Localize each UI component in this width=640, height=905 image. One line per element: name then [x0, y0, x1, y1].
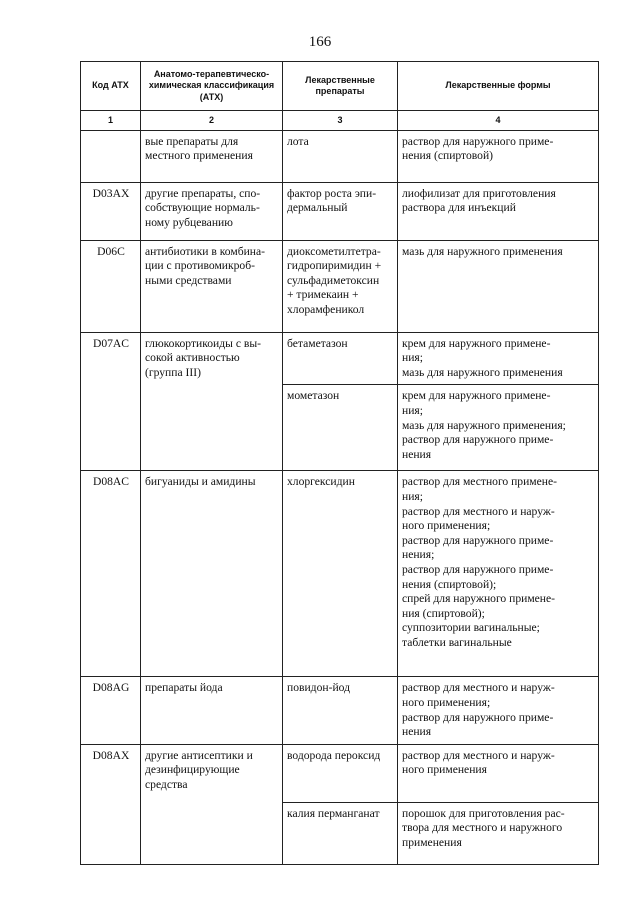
- cell-line: спрей для наружного примене-: [402, 592, 556, 606]
- cell-line: фактор роста эпи-: [287, 186, 377, 200]
- cell-line: нения;: [402, 548, 435, 562]
- drug-cell: [283, 332, 398, 385]
- header-drugs: Лекарственные препараты: [283, 62, 398, 111]
- drug-cell: [283, 744, 398, 802]
- cell-line: водорода пероксид: [287, 748, 381, 762]
- table-row: [81, 182, 599, 240]
- cell-line: применения: [402, 835, 462, 849]
- dosage-forms-cell: [398, 802, 599, 864]
- table-row: [81, 471, 599, 677]
- cell-line: раствор для местного и наруж-: [402, 748, 555, 762]
- atx-code-cell: D08AC: [81, 471, 141, 677]
- cell-line: антибиотики в комбина-: [145, 244, 266, 258]
- cell-line: бетаметазон: [287, 336, 348, 350]
- cell-line: дермальный: [287, 201, 348, 215]
- cell-line: + тримекаин +: [287, 288, 359, 302]
- drug-cell: [283, 240, 398, 332]
- dosage-forms-cell: [398, 130, 599, 182]
- atx-code-cell: D08AG: [81, 677, 141, 744]
- table-row: [81, 677, 599, 744]
- cell-line: мазь для наружного применения: [402, 244, 563, 258]
- cell-line: лиофилизат для приготовления: [402, 186, 556, 200]
- atx-classification-cell: [141, 744, 283, 864]
- dosage-forms-cell: [398, 240, 599, 332]
- header-row: [81, 62, 599, 111]
- table-row: [81, 744, 599, 802]
- cell-line: нения: [402, 725, 432, 739]
- cell-line: твора для местного и наружного: [402, 821, 563, 835]
- cell-line: раствор для местного и наруж-: [402, 681, 555, 695]
- cell-line: средства: [145, 777, 188, 791]
- cell-line: нения (спиртовой);: [402, 577, 497, 591]
- cell-line: повидон-йод: [287, 681, 351, 695]
- cell-line: глюкокортикоиды с вы-: [145, 336, 262, 350]
- atx-code-cell: D07AC: [81, 332, 141, 471]
- page-number: 166: [308, 34, 332, 50]
- cell-line: нения: [402, 447, 432, 461]
- cell-line: порошок для приготовления рас-: [402, 806, 565, 820]
- header-classification: Анатомо-терапевтическо-химическая классификация (АТХ): [141, 62, 283, 111]
- drug-cell: [283, 471, 398, 677]
- atx-classification-cell: [141, 677, 283, 744]
- cell-line: ного применения;: [402, 519, 491, 533]
- cell-line: ния;: [402, 489, 423, 503]
- cell-line: калия перманганат: [287, 806, 380, 820]
- cell-line: раствор для наружного приме-: [402, 533, 554, 547]
- cell-line: раствор для наружного приме-: [402, 710, 554, 724]
- drug-cell: [283, 677, 398, 744]
- drug-cell: [283, 802, 398, 864]
- dosage-forms-cell: [398, 677, 599, 744]
- atx-table: [80, 61, 599, 865]
- table-body: [81, 130, 599, 864]
- cell-line: суппозитории вагинальные;: [402, 621, 540, 635]
- column-number: 1: [81, 111, 141, 131]
- cell-line: крем для наружного примене-: [402, 336, 551, 350]
- dosage-forms-cell: [398, 385, 599, 471]
- cell-line: сокой активностью: [145, 351, 240, 365]
- cell-line: диоксометилтетра-: [287, 244, 381, 258]
- drug-cell: [283, 385, 398, 471]
- cell-line: мазь для наружного применения: [402, 365, 563, 379]
- dosage-forms-cell: [398, 744, 599, 802]
- cell-line: ными средствами: [145, 273, 232, 287]
- atx-code-cell: D08AX: [81, 744, 141, 864]
- dosage-forms-cell: [398, 332, 599, 385]
- cell-line: сульфадиметоксин: [287, 273, 380, 287]
- cell-line: ния;: [402, 351, 423, 365]
- cell-line: вые препараты для: [145, 134, 239, 148]
- drug-cell: [283, 130, 398, 182]
- cell-line: раствор для местного и наруж-: [402, 504, 555, 518]
- cell-line: ному рубцеванию: [145, 215, 233, 229]
- table-row: [81, 332, 599, 385]
- table-row: [81, 240, 599, 332]
- cell-line: бигуаниды и амидины: [145, 475, 256, 489]
- atx-classification-cell: [141, 471, 283, 677]
- atx-code-cell: D06C: [81, 240, 141, 332]
- atx-classification-cell: [141, 182, 283, 240]
- cell-line: препараты йода: [145, 681, 223, 695]
- cell-line: гидропиримидин +: [287, 259, 382, 273]
- column-number: 3: [283, 111, 398, 131]
- header-forms: Лекарственные формы: [398, 62, 599, 111]
- cell-line: таблетки вагинальные: [402, 635, 512, 649]
- cell-line: ния;: [402, 403, 423, 417]
- atx-classification-cell: [141, 240, 283, 332]
- atx-code-cell: [81, 130, 141, 182]
- cell-line: мометазон: [287, 389, 340, 403]
- table-row: [81, 130, 599, 182]
- cell-line: ного применения;: [402, 695, 491, 709]
- cell-line: хлоргексидин: [287, 475, 355, 489]
- column-number-row: [81, 111, 599, 131]
- cell-line: раствора для инъекций: [402, 201, 516, 215]
- cell-line: ного применения: [402, 763, 487, 777]
- atx-code-cell: D03AX: [81, 182, 141, 240]
- cell-line: собствующие нормаль-: [145, 201, 260, 215]
- cell-line: другие препараты, спо-: [145, 186, 261, 200]
- cell-line: лота: [287, 134, 309, 148]
- dosage-forms-cell: [398, 182, 599, 240]
- column-number: 2: [141, 111, 283, 131]
- cell-line: крем для наружного примене-: [402, 389, 551, 403]
- cell-line: хлорамфеникол: [287, 302, 365, 316]
- cell-line: мазь для наружного применения;: [402, 418, 566, 432]
- atx-classification-cell: [141, 130, 283, 182]
- cell-line: раствор для местного примене-: [402, 475, 558, 489]
- cell-line: (группа III): [145, 365, 201, 379]
- atx-classification-cell: [141, 332, 283, 471]
- column-number: 4: [398, 111, 599, 131]
- cell-line: дезинфицирующие: [145, 763, 240, 777]
- cell-line: местного применения: [145, 149, 253, 163]
- cell-line: ния (спиртовой);: [402, 606, 485, 620]
- cell-line: нения (спиртовой): [402, 149, 494, 163]
- header-code: Код АТХ: [81, 62, 141, 111]
- cell-line: раствор для наружного приме-: [402, 134, 554, 148]
- cell-line: ции с противомикроб-: [145, 259, 255, 273]
- drug-cell: [283, 182, 398, 240]
- cell-line: другие антисептики и: [145, 748, 253, 762]
- dosage-forms-cell: [398, 471, 599, 677]
- cell-line: раствор для наружного приме-: [402, 562, 554, 576]
- cell-line: раствор для наружного приме-: [402, 433, 554, 447]
